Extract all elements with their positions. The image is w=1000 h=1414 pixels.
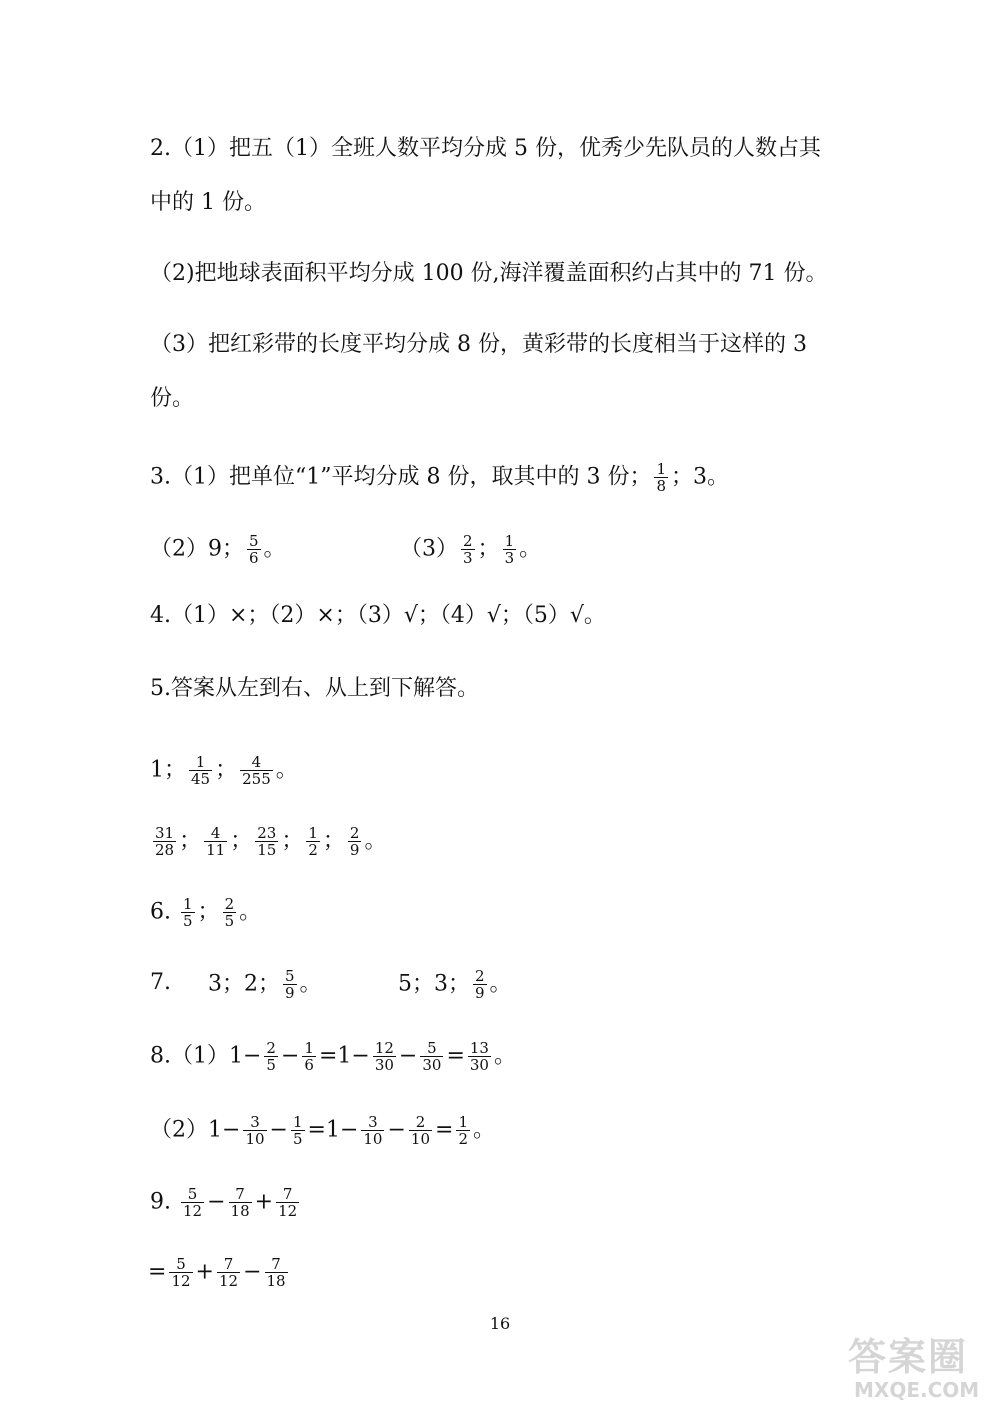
watermark-url: MXQE.COM bbox=[854, 1378, 980, 1402]
fraction: $\frac{1}{2}$ bbox=[458, 1113, 468, 1148]
fraction: $\frac{2}{10}$ bbox=[410, 1113, 431, 1148]
fraction: $\frac{7}{12}$ bbox=[218, 1255, 239, 1290]
fraction: $\frac{1}{45}$ bbox=[191, 753, 211, 788]
fraction: $\frac{13}{30}$ bbox=[469, 1039, 489, 1074]
fraction: $\frac{5}{12}$ bbox=[183, 1185, 203, 1220]
fraction: $\frac{3}{10}$ bbox=[245, 1113, 265, 1148]
fraction: $\frac{2}{5}$ bbox=[224, 895, 235, 930]
fraction: $\frac{7}{18}$ bbox=[230, 1185, 250, 1220]
watermark-logo bbox=[848, 1326, 978, 1406]
fraction: $\frac{2}{9}$ bbox=[475, 967, 485, 1002]
fraction: $\frac{1}{6}$ bbox=[304, 1039, 314, 1074]
page-number: 16 bbox=[489, 1314, 511, 1333]
fraction: $\frac{31}{28}$ bbox=[155, 824, 175, 859]
fraction: $\frac{2}{5}$ bbox=[266, 1039, 276, 1074]
fraction: $\frac{3}{10}$ bbox=[363, 1113, 383, 1148]
fraction: $\frac{5}{9}$ bbox=[285, 967, 295, 1002]
fraction: $\frac{1}{3}$ bbox=[504, 532, 515, 567]
fraction: $\frac{5}{30}$ bbox=[422, 1039, 442, 1074]
fraction: $\frac{4}{11}$ bbox=[206, 824, 226, 859]
fraction: $\frac{7}{12}$ bbox=[278, 1185, 298, 1220]
fraction: $\frac{5}{6}$ bbox=[249, 532, 259, 567]
fraction: $\frac{7}{18}$ bbox=[266, 1255, 286, 1290]
fraction: $\frac{23}{15}$ bbox=[257, 824, 277, 859]
fraction: $\frac{2}{3}$ bbox=[463, 532, 473, 567]
watermark-text: 答案圈 bbox=[848, 1335, 969, 1379]
fraction: $\frac{1}{5}$ bbox=[183, 895, 193, 930]
fraction: $\frac{5}{12}$ bbox=[171, 1255, 191, 1290]
fraction: $\frac{2}{9}$ bbox=[349, 824, 360, 859]
fraction: $\frac{1}{8}$ bbox=[656, 460, 666, 495]
fraction: $\frac{1}{2}$ bbox=[308, 824, 318, 859]
fraction: $\frac{12}{30}$ bbox=[374, 1039, 394, 1074]
fraction: $\frac{1}{5}$ bbox=[292, 1113, 303, 1148]
fraction: $\frac{4}{255}$ bbox=[242, 753, 271, 788]
